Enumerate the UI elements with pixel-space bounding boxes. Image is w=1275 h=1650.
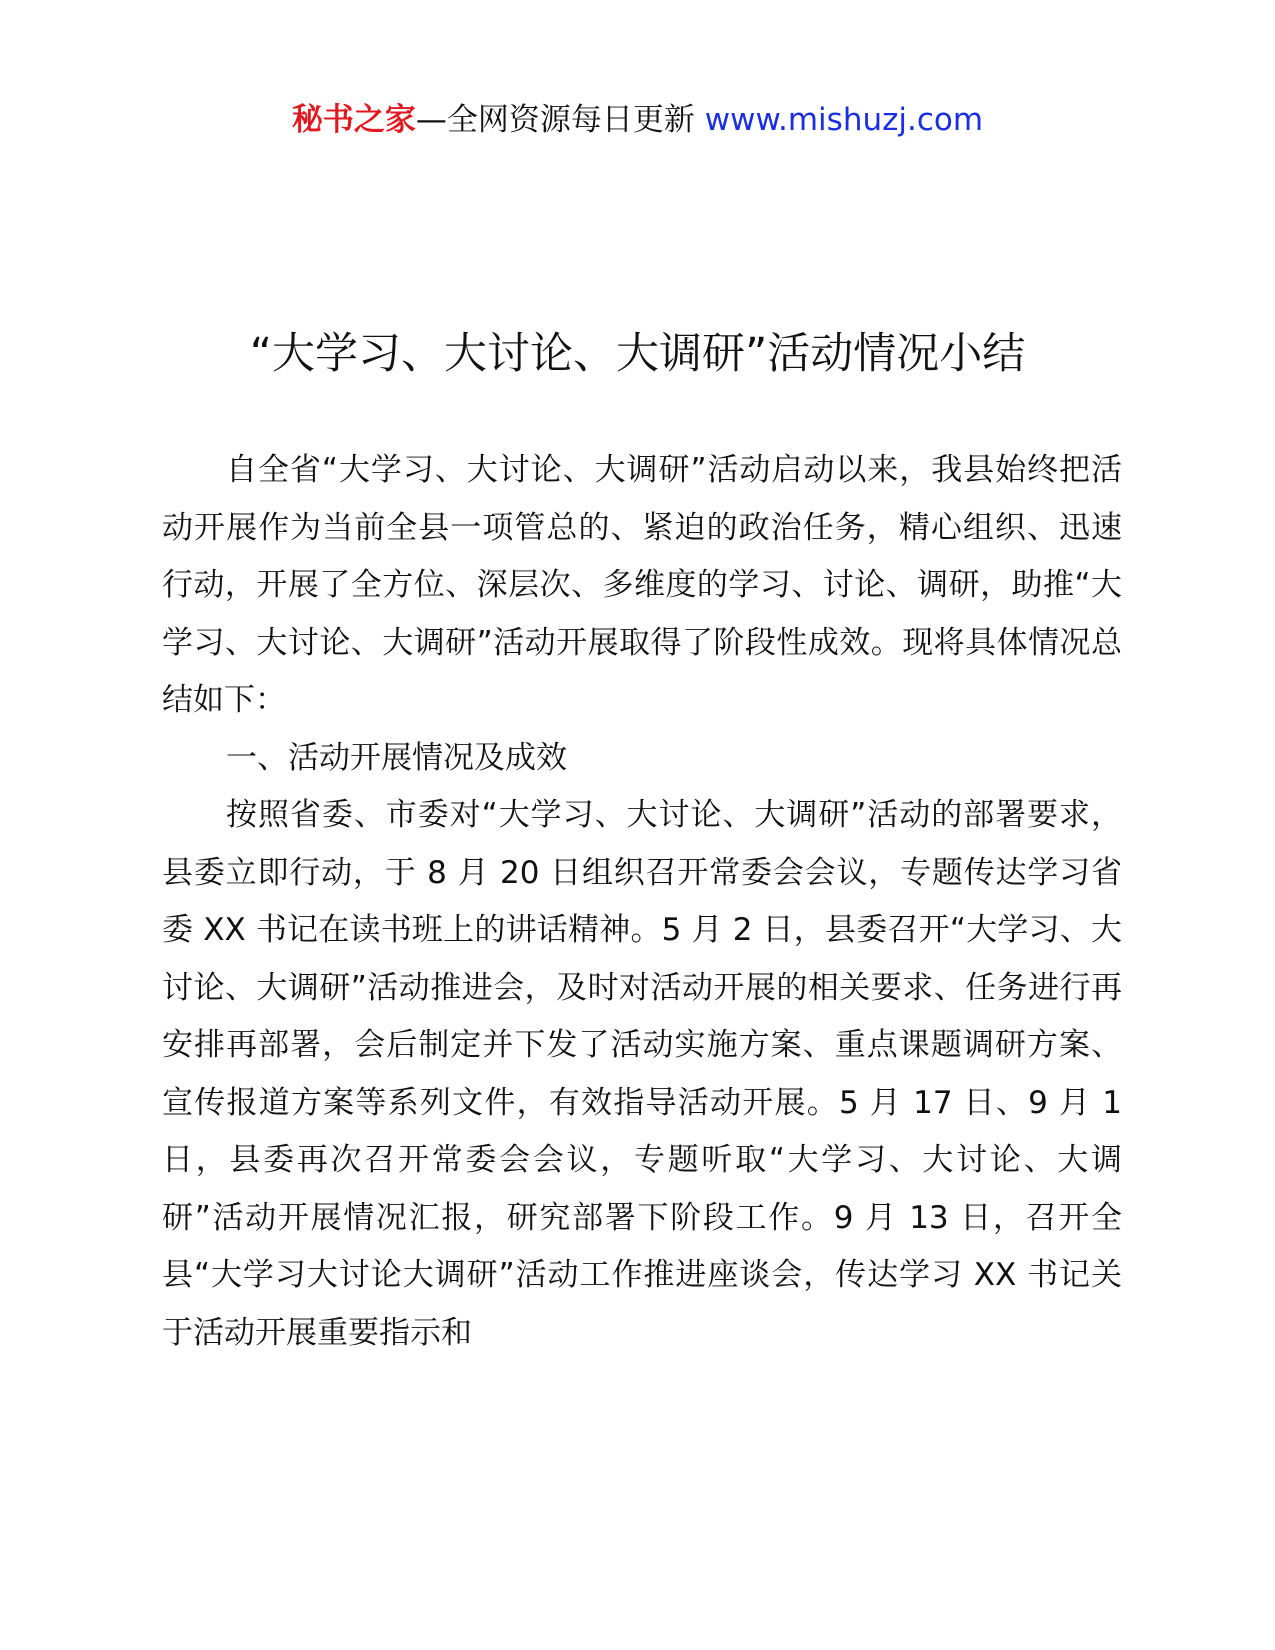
document-title: “大学习、大讨论、大调研”活动情况小结 [249, 329, 1026, 379]
page-header [0, 96, 1275, 144]
header-slogan: —全网资源每日更新 [415, 102, 695, 138]
section-heading-1: 一、活动开展情况及成效 [226, 739, 567, 776]
document-body [162, 442, 1122, 1362]
header-url-link[interactable]: www.mishuzj.com [704, 102, 984, 138]
header-brand: 秘书之家 [291, 102, 416, 138]
paragraph-intro: 自全省“大学习、大讨论、大调研”活动启动以来，我县始终把活动开展作为当前全县一项管总的、紧迫的政治任务，精心组织、迅速行动，开展了全方位、深层次、多维度的学习、讨论、调研，助推“大学习、大讨论、大调研”活动开展取得了阶段性成效。现将具体情况总结如下： [162, 452, 1122, 718]
paragraph-section-1: 按照省委、市委对“大学习、大讨论、大调研”活动的部署要求，县委立即行动，于 8 月 20 日组织召开常委会会议，专题传达学习省委 XX 书记在读书班上的讲话精神。5 月 2 日，县委召开“大学习、大讨论、大调研”活动推进会，及时对活动开展的相关要求、任务进行再安排再部署，会后制定并下发了活动实施方案、重点课题调研方案、宣传报道方案等系列文件，有效指导活动开展。5 月 17 日、9 月 1 日，县委再次召开常委会会议，专题听取“大学习、大讨论、大调研”活动开展情况汇报，研究部署下阶段工作。9 月 13 日，召开全县“大学习大讨论大调研”活动工作推进座谈会，传达学习 XX 书记关于活动开展重要指示和 [162, 797, 1122, 1351]
